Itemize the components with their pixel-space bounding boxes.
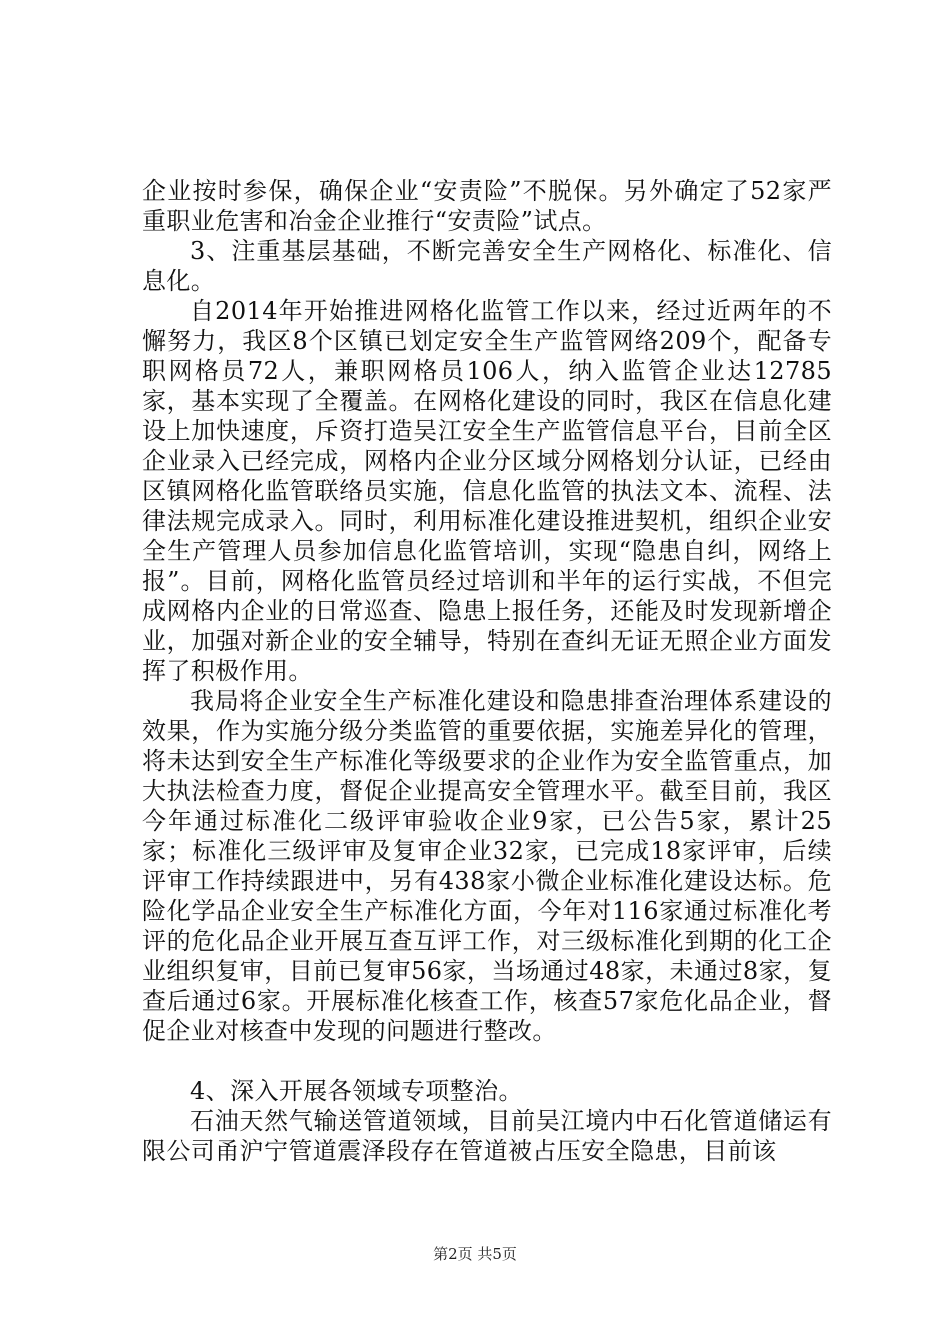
paragraph-gap (142, 1046, 832, 1076)
document-body (142, 176, 832, 1166)
heading-grid-standardization: 3、注重基层基础，不断完善安全生产网格化、标准化、信息化。 (142, 237, 832, 295)
paragraph-grid-supervision: 自2014年开始推进网格化监管工作以来，经过近两年的不懈努力，我区8个区镇已划定安全生产监管网络209个，配备专职网格员72人，兼职网格员106人，纳入监管企业达12785家，基本实现了全覆盖。在网格化建设的同时，我区在信息化建设上加快速度，斥资打造吴江安全生产监管信息平台，目前全区企业录入已经完成，网格内企业分区域分网格划分认证，已经由区镇网格化监管联络员实施，信息化监管的执法文本、流程、法律法规完成录入。同时，利用标准化建设推进契机，组织企业安全生产管理人员参加信息化监管培训，实现“隐患自纠，网络上报”。目前，网格化监管员经过培训和半年的运行实战，不但完成网格内企业的日常巡查、隐患上报任务，还能及时发现新增企业，加强对新企业的安全辅导，特别在查纠无证无照企业方面发挥了积极作用。 (142, 297, 832, 685)
paragraph-standardization-results: 我局将企业安全生产标准化建设和隐患排查治理体系建设的效果，作为实施分级分类监管的重要依据，实施差异化的管理，将未达到安全生产标准化等级要求的企业作为安全监管重点，加大执法检查力度，督促企业提高安全管理水平。截至目前，我区今年通过标准化二级评审验收企业9家，已公告5家，累计25家；标准化三级评审及复审企业32家，已完成18家评审，后续评审工作持续跟进中，另有438家小微企业标准化建设达标。危险化学品企业安全生产标准化方面，今年对116家通过标准化考评的危化品企业开展互查互评工作，对三级标准化到期的化工企业组织复审，目前已复审56家，当场通过48家，未通过8家，复查后通过6家。开展标准化核查工作，核查57家危化品企业，督促企业对核查中发现的问题进行整改。 (142, 687, 832, 1045)
paragraph-pipeline: 石油天然气输送管道领域，目前吴江境内中石化管道储运有限公司甬沪宁管道震泽段存在管道被占压安全隐患，目前该 (142, 1107, 832, 1165)
page-number-footer: 第2页 共5页 (433, 1245, 517, 1263)
paragraph-insurance: 企业按时参保，确保企业“安责险”不脱保。另外确定了52家严重职业危害和冶金企业推行“安责险”试点。 (142, 177, 832, 235)
heading-special-rectification: 4、深入开展各领域专项整治。 (190, 1077, 523, 1105)
